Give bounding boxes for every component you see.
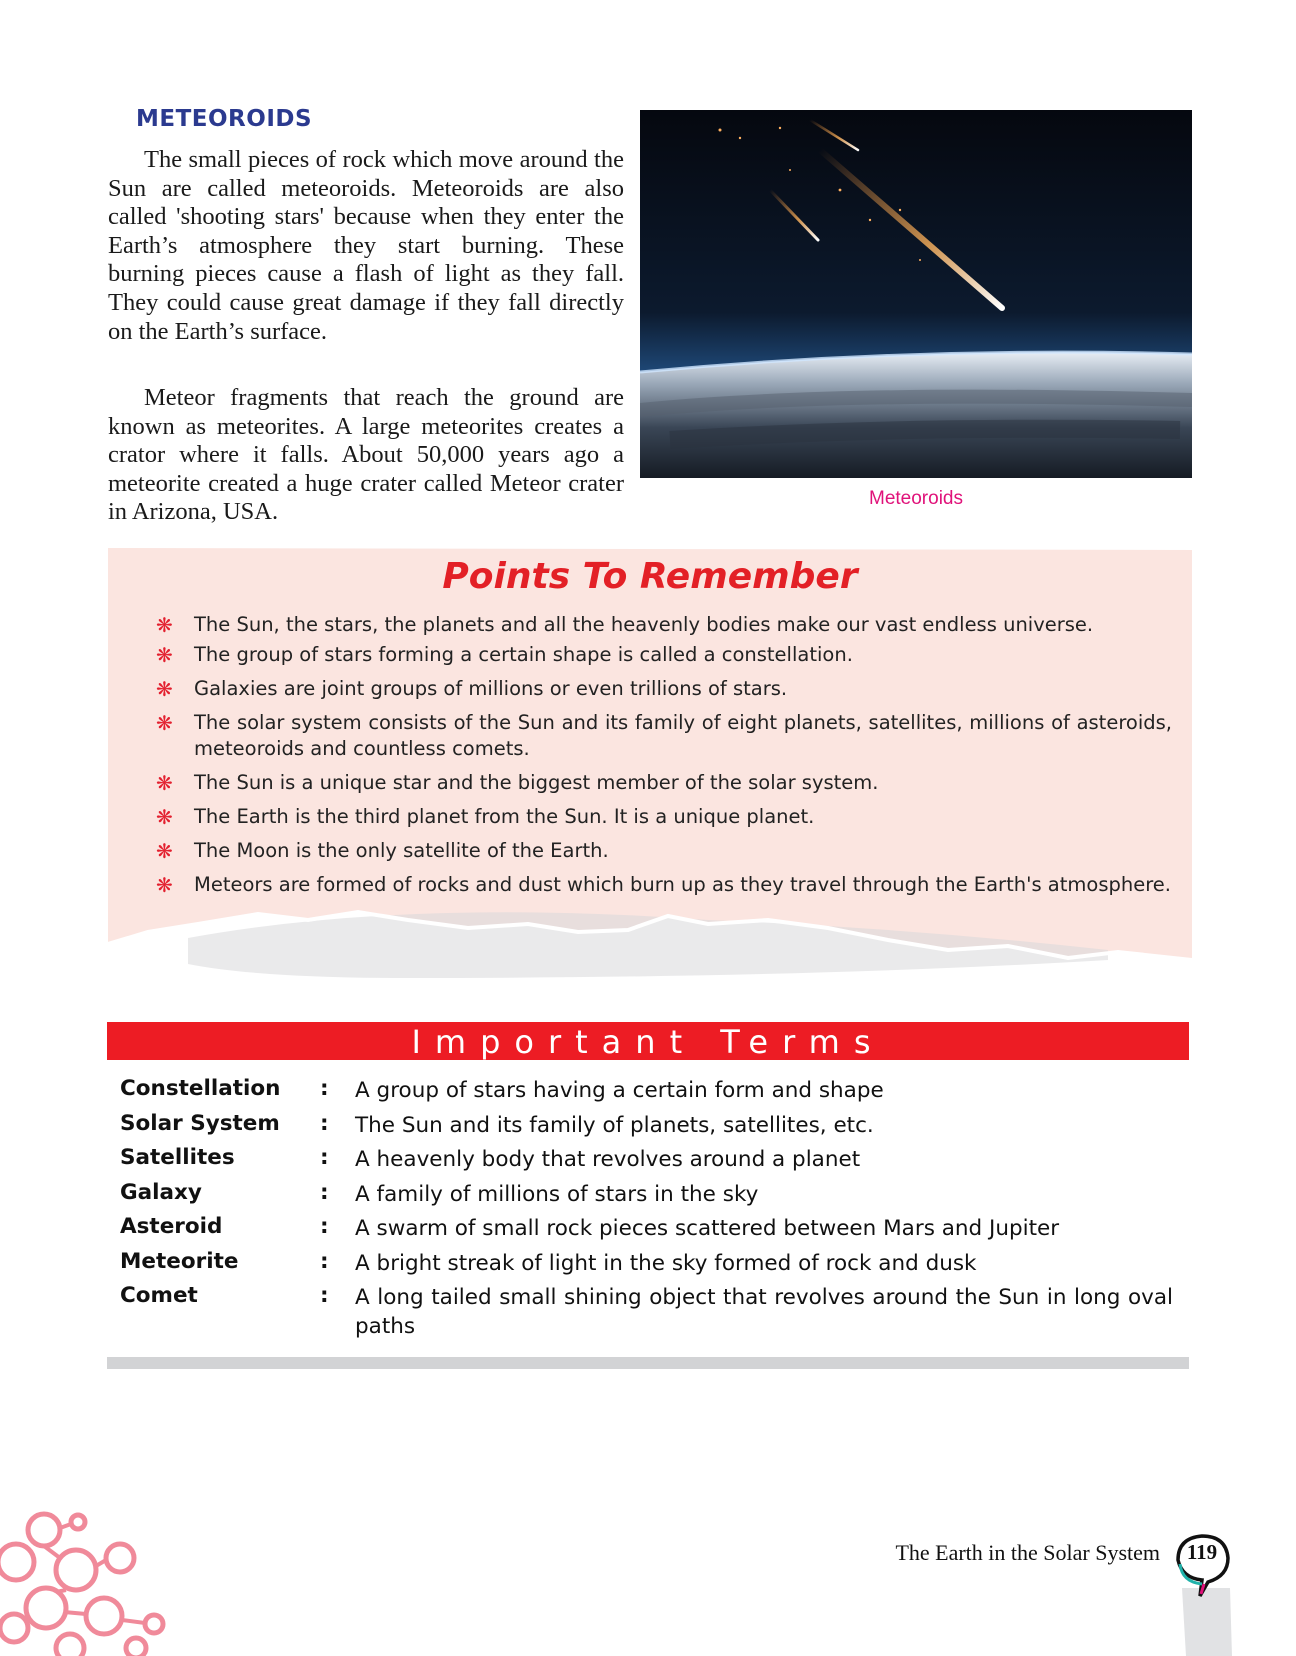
- asterisk-star-icon: ❋: [156, 711, 173, 735]
- point-item: ❋ The Sun is a unique star and the biggest member of the solar system.: [156, 771, 879, 795]
- points-to-remember-list: [152, 612, 1172, 898]
- meteoroids-illustration: [640, 110, 1192, 478]
- point-item: ❋ Galaxies are joint groups of millions or even trillions of stars.: [156, 677, 788, 701]
- asterisk-star-icon: ❋: [156, 873, 173, 897]
- term-definition: A swarm of small rock pieces scattered between Mars and Jupiter: [355, 1216, 1060, 1241]
- page-number: 119: [1186, 1540, 1218, 1564]
- point-item: ❋ The Moon is the only satellite of the Earth.: [156, 839, 609, 863]
- term-name: Constellation: [120, 1076, 281, 1101]
- asterisk-star-icon: ❋: [156, 677, 173, 701]
- term-separator: :: [320, 1283, 329, 1308]
- asterisk-star-icon: ❋: [156, 771, 173, 795]
- meteoroids-photo: [640, 110, 1192, 478]
- meteoroids-paragraph-1: The small pieces of rock which move around the Sun are called meteoroids. Meteoroids are also called 'shooting stars' because when they enter the Earth’s atmosphere they start burning. These burning pieces cause a flash of light as they fall. They could cause great damage if they fall directly on the Earth’s surface.: [108, 146, 624, 345]
- term-definition: A family of millions of stars in the sky: [355, 1182, 759, 1207]
- section-divider: [107, 1357, 1189, 1369]
- asterisk-star-icon: ❋: [156, 805, 173, 829]
- term-name: Asteroid: [120, 1214, 223, 1239]
- term-name: Galaxy: [120, 1180, 202, 1205]
- term-separator: :: [320, 1249, 329, 1274]
- term-name: Meteorite: [120, 1249, 239, 1274]
- term-separator: :: [320, 1180, 329, 1205]
- asterisk-star-icon: ❋: [156, 613, 173, 637]
- term-name: Comet: [120, 1283, 198, 1308]
- important-terms-title: Important Terms: [411, 1023, 885, 1061]
- point-item: ❋ The group of stars forming a certain shape is called a constellation.: [156, 643, 853, 667]
- term-separator: :: [320, 1145, 329, 1170]
- term-separator: :: [320, 1076, 329, 1101]
- points-to-remember-title: Points To Remember: [442, 556, 858, 597]
- point-item: ❋ The solar system consists of the Sun and its family of eight planets, satellites, millions of asteroids, meteoroids and countless comets.: [156, 711, 1172, 760]
- term-separator: :: [320, 1111, 329, 1136]
- term-definition: A long tailed small shining object that revolves around the Sun in long oval paths: [355, 1285, 1173, 1339]
- section-heading-meteoroids: METEOROIDS: [136, 106, 313, 132]
- chapter-title-footer: The Earth in the Solar System: [895, 1540, 1160, 1565]
- point-item: ❋ Meteors are formed of rocks and dust which burn up as they travel through the Earth's atmosphere.: [156, 873, 1171, 897]
- term-name: Satellites: [120, 1145, 235, 1170]
- term-definition: A group of stars having a certain form and shape: [355, 1078, 884, 1103]
- term-definition: The Sun and its family of planets, satellites, etc.: [355, 1113, 874, 1138]
- point-item: ❋ The Sun, the stars, the planets and all the heavenly bodies make our vast endless universe.: [156, 613, 1094, 637]
- asterisk-star-icon: ❋: [156, 643, 173, 667]
- term-separator: :: [320, 1214, 329, 1239]
- term-name: Solar System: [120, 1111, 280, 1136]
- point-item: ❋ The Earth is the third planet from the Sun. It is a unique planet.: [156, 805, 815, 829]
- meteoroids-paragraph-2: Meteor fragments that reach the ground are known as meteorites. A large meteorites creates a crator where it falls. About 50,000 years ago a meteorite created a huge crater called Meteor crater in Arizona, USA.: [108, 384, 624, 526]
- term-definition: A bright streak of light in the sky formed of rock and dusk: [355, 1251, 977, 1276]
- decorative-circles-icon: [0, 1500, 180, 1656]
- term-definition: A heavenly body that revolves around a planet: [355, 1147, 861, 1172]
- image-caption: Meteoroids: [869, 488, 963, 509]
- asterisk-star-icon: ❋: [156, 839, 173, 863]
